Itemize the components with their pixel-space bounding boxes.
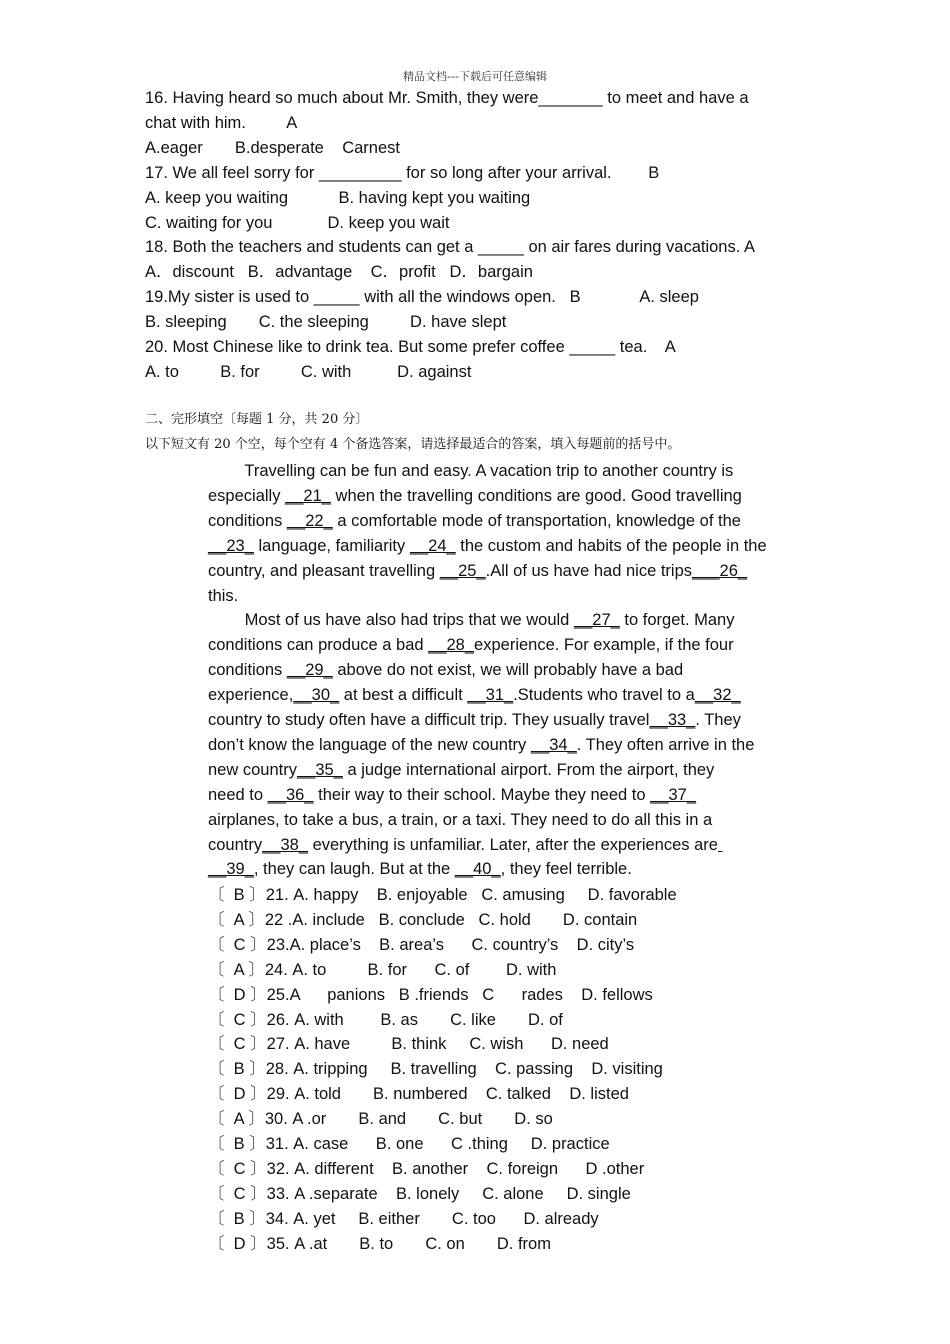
question-line: 16. Having heard so much about Mr. Smith, they were_______ to meet and have a [145,89,749,107]
passage-line [208,660,683,680]
answer-line: 〔 C 〕23.A. place’s B. area’s C. country’s D. city’s [208,935,635,954]
question-line: A. keep you waiting B. having kept you waiting [145,188,531,207]
passage-text: this. [208,586,239,605]
passage-text: .Students who travel to a [513,686,695,705]
passage-line [208,785,696,805]
passage-text: their way to their school. Maybe they need to [313,785,651,804]
blank-number: __39_ [208,860,254,879]
answer-line: 〔 D 〕29. A. told B. numbered C. talked D. listed [208,1085,629,1104]
passage-text: .All of us have had nice trips [485,561,693,580]
answer-line: 〔 B 〕31. A. case B. one C .thing D. practice [208,1135,610,1153]
answer-line: 〔 B 〕28. A. tripping B. travelling C. passing D. visiting [208,1060,663,1079]
passage-text: experience. For example, if the four [474,636,734,655]
section-title: 二、完形填空〔每题 1 分，共 20 分〕 [145,412,369,427]
answer-line: 〔 C 〕27. A. have B. think C. wish D. need [208,1035,609,1054]
passage-line [208,511,741,531]
answer-line: 〔 A 〕24. A. to B. for C. of D. with [208,960,557,979]
passage-line [208,710,741,730]
passage-text: above do not exist, we will probably have a bad [332,661,684,680]
blank-number: __32_ [694,686,741,705]
answer-line: 〔 C 〕32. A. different B. another C. foreign D .other [208,1159,645,1178]
passage-text: . They often arrive in the [576,735,755,754]
passage-line [208,859,632,879]
passage-text: new country [208,760,297,779]
passage-text: don’t know the language of the new country [208,735,531,754]
passage-text: experience, [208,686,294,705]
blank-number: __40_ [454,860,501,879]
passage-text: language, familiarity [253,536,410,555]
passage-text: a judge international airport. From the airport, they [342,760,715,779]
blank-number: __38_ [262,835,308,854]
passage-line [208,610,734,630]
blank-number: __30_ [293,686,340,705]
question-line: 18. Both the teachers and students can get a _____ on air fares during vacations. A [145,238,755,257]
passage-text: country to study often have a difficult trip. They usually travel [208,711,650,729]
passage-text: Most of us have also had trips that we would [208,611,574,630]
blank-number: __27_ [573,611,620,630]
passage-text: need to [208,785,268,804]
passage-text: to forget. Many [619,611,735,630]
blank-number: __24_ [409,536,456,555]
blank-number: __34_ [530,735,577,754]
passage-text: airplanes, to take a bus, a train, or a taxi. They need to do all this in a [208,810,713,829]
question-line: A.eager B.desperate Carnest [145,138,400,157]
question-line: chat with him. A [145,113,298,132]
passage-line [208,685,741,705]
blank-number: __23_ [208,536,254,555]
passage-text: especially [208,486,286,505]
passage-line [208,486,742,506]
answer-line: 〔 C 〕33. A .separate B. lonely C. alone D. single [208,1184,631,1203]
page-header: 精品文档---下载后可任意编辑 [403,70,547,83]
passage-text: , they feel terrible. [500,860,632,879]
blank-number: __33_ [649,711,696,729]
passage-line [208,810,712,830]
passage-line [208,735,754,755]
passage-text: country, and pleasant travelling [208,561,440,580]
question-line: A. to B. for C. with D. against [145,362,472,381]
question-line: C. waiting for you D. keep you wait [145,213,450,232]
answer-line: 〔 B 〕34. A. yet B. either C. too D. already [208,1209,599,1228]
blank-number: __21_ [285,486,331,505]
passage-text: the custom and habits of the people in the [455,536,767,555]
passage-line [208,835,723,855]
blank-number: __35_ [296,760,343,779]
question-line: 17. We all feel sorry for _________ for so long after your arrival. B [145,163,660,182]
blank-number: __28_ [428,636,475,655]
blank-number: ___26_ [692,561,748,580]
passage-text: conditions [208,661,287,680]
passage-text: a comfortable mode of transportation, knowledge of the [332,511,741,530]
blank-number: __37_ [650,785,697,804]
section-instruction: 以下短文有 20 个空，每个空有 4 个备选答案，请选择最适合的答案，填入每题前的括号中。 [145,437,681,452]
passage-line [208,561,747,581]
answer-line: 〔 A 〕30. A .or B. and C. but D. so [208,1110,553,1129]
passage-text: conditions can produce a bad [208,636,429,655]
blank-number [718,836,723,854]
blank-number: __29_ [286,661,333,680]
passage-text: , they can laugh. But at the [253,860,455,879]
passage-text: at best a difficult [339,686,468,705]
passage-line [208,536,767,556]
passage-line [208,586,238,606]
passage-text: . They [695,711,741,729]
blank-number: __25_ [439,561,486,580]
answer-line: 〔 A 〕22 .A. include B. conclude C. hold D. contain [208,910,638,929]
passage-line [208,760,714,780]
answer-line: 〔 C 〕26. A. with B. as C. like D. of [208,1010,563,1029]
passage-text: everything is unfamiliar. Later, after the experiences are [308,835,718,854]
blank-number: __31_ [467,686,514,705]
answer-line: 〔 D 〕35. A .at B. to C. on D. from [208,1234,551,1253]
question-line: A．discount B．advantage C．profit D．bargain [145,263,533,282]
passage-line [208,635,734,655]
answer-line: 〔 B 〕21. A. happy B. enjoyable C. amusing D. favorable [208,886,677,904]
passage-text: when the travelling conditions are good. Good travelling [330,486,742,505]
blank-number: __22_ [286,511,333,530]
answer-line: 〔 D 〕25.A panions B .friends C rades D. fellows [208,985,653,1004]
question-line: B. sleeping C. the sleeping D. have slept [145,313,507,332]
passage-text: Travelling can be fun and easy. A vacation trip to another country is [208,462,734,480]
passage-text: conditions [208,511,287,530]
passage-text: country [208,835,263,854]
blank-number: __36_ [267,785,314,804]
question-line: 20. Most Chinese like to drink tea. But some prefer coffee _____ tea. A [145,338,676,356]
question-line: 19.My sister is used to _____ with all the windows open. B A. sleep [145,288,699,307]
passage-line [208,461,733,481]
